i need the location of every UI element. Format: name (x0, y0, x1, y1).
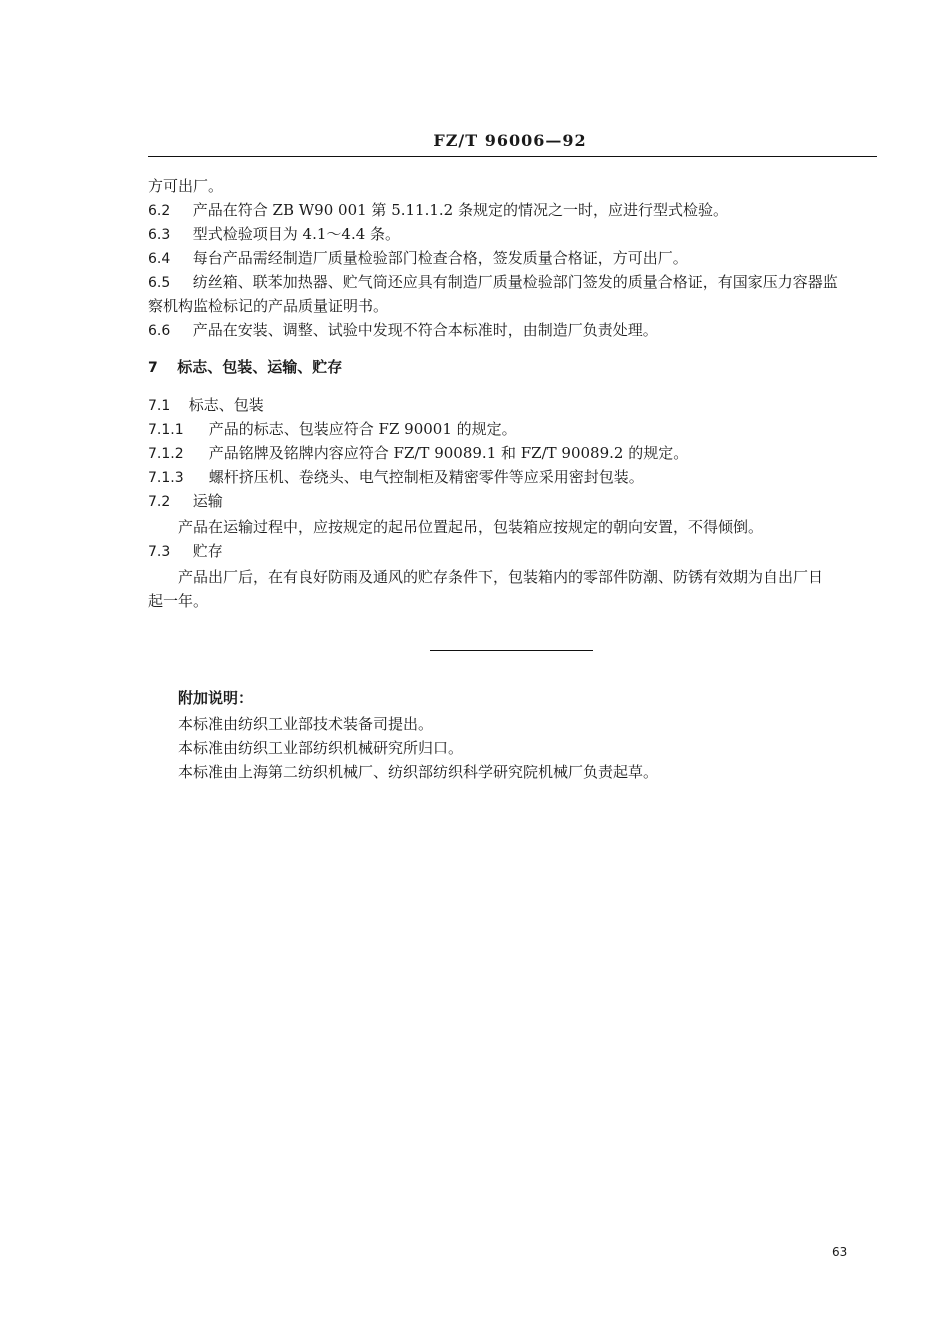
clause-7-3-body-continued: 起一年。 (148, 592, 209, 610)
clause-title: 标志、包装 (188, 396, 264, 414)
clause-6-4 (148, 248, 688, 269)
end-rule (430, 650, 593, 651)
clause-number: 6.3 (148, 227, 171, 243)
clause-6-5-continued: 察机构监检标记的产品质量证明书。 (148, 297, 389, 315)
clause-number: 7.1.2 (148, 446, 184, 462)
section-title: 标志、包装、运输、贮存 (177, 358, 343, 376)
standard-code-header: FZ/T 96006—92 (433, 131, 587, 150)
clause-number: 7.1 (148, 398, 171, 414)
clause-text: 产品的标志、包装应符合 FZ 90001 的规定。 (208, 420, 517, 438)
clause-number: 7.1.1 (148, 422, 184, 438)
section-number: 7 (148, 360, 158, 376)
clause-7-1-2 (148, 443, 688, 464)
note-line: 本标准由上海第二纺织机械厂、纺织部纺织科学研究院机械厂负责起草。 (178, 763, 659, 781)
note-line: 本标准由纺织工业部技术装备司提出。 (178, 715, 434, 733)
header-rule (148, 156, 877, 157)
clause-number: 7.1.3 (148, 470, 184, 486)
clause-7-2 (148, 491, 223, 512)
clause-text: 型式检验项目为 4.1～4.4 条。 (192, 225, 401, 243)
clause-6-2 (148, 200, 728, 221)
clause-number: 7.2 (148, 494, 171, 510)
clause-number: 6.5 (148, 275, 171, 291)
clause-text: 产品在安装、调整、试验中发现不符合本标准时，由制造厂负责处理。 (192, 321, 658, 339)
clause-7-1-3 (148, 467, 644, 488)
clause-7-1-1 (148, 419, 517, 440)
clause-7-3-body: 产品出厂后，在有良好防雨及通风的贮存条件下，包装箱内的零部件防潮、防锈有效期为自出厂日 (178, 568, 824, 586)
notes-heading: 附加说明： (178, 689, 254, 707)
clause-title: 运输 (192, 492, 223, 510)
note-line: 本标准由纺织工业部纺织机械研究所归口。 (178, 739, 464, 757)
clause-number: 7.3 (148, 544, 171, 560)
clause-text: 纺丝箱、联苯加热器、贮气筒还应具有制造厂质量检验部门签发的质量合格证，有国家压力容器监 (192, 273, 838, 291)
continued-text: 方可出厂。 (148, 177, 224, 195)
clause-number: 6.2 (148, 203, 171, 219)
clause-6-5 (148, 272, 838, 293)
section-7-heading (148, 357, 342, 378)
clause-title: 贮存 (192, 542, 223, 560)
clause-text: 每台产品需经制造厂质量检验部门检查合格，签发质量合格证，方可出厂。 (192, 249, 688, 267)
clause-7-3 (148, 541, 223, 562)
clause-text: 产品在符合 ZB W90 001 第 5.11.1.2 条规定的情况之一时，应进行型式检验。 (192, 201, 728, 219)
clause-number: 6.4 (148, 251, 171, 267)
clause-text: 产品铭牌及铭牌内容应符合 FZ/T 90089.1 和 FZ/T 90089.2 的规定。 (208, 444, 689, 462)
clause-6-3 (148, 224, 400, 245)
clause-number: 6.6 (148, 323, 171, 339)
clause-6-6 (148, 320, 658, 341)
page-number: 63 (832, 1245, 848, 1259)
clause-text: 螺杆挤压机、卷绕头、电气控制柜及精密零件等应采用密封包装。 (208, 468, 644, 486)
clause-7-2-body: 产品在运输过程中，应按规定的起吊位置起吊，包装箱应按规定的朝向安置，不得倾倒。 (178, 518, 764, 536)
clause-7-1 (148, 395, 264, 416)
